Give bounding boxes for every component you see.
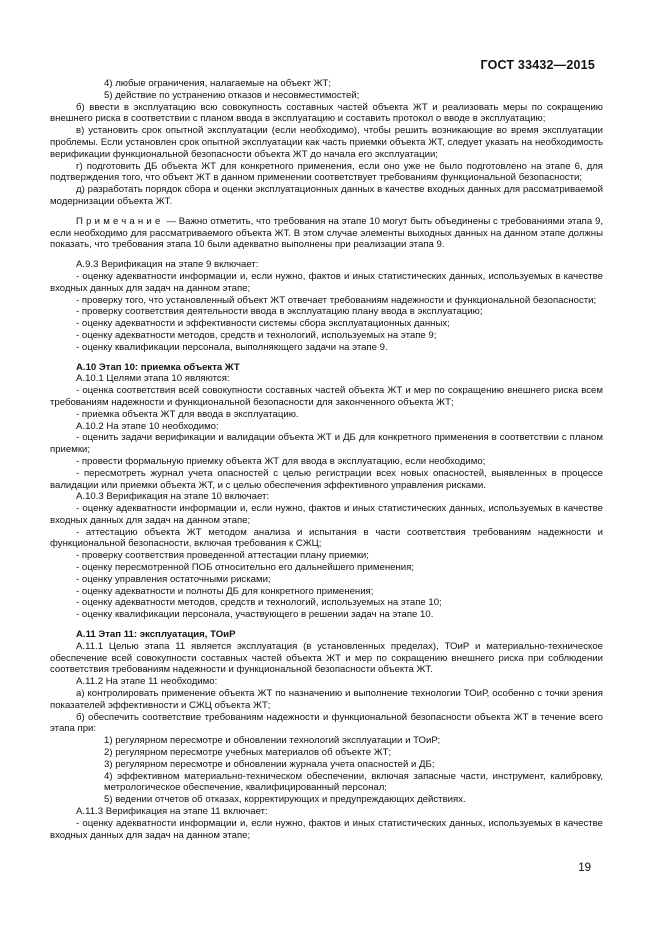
paragraph: А.11.3 Верификация на этапе 11 включает: <box>76 806 268 818</box>
paragraph: А.11.2 На этапе 11 необходимо: <box>76 676 218 688</box>
section-heading: А.11 Этап 11: эксплуатация, ТОиР <box>76 629 236 641</box>
list-item: - оценку квалификации персонала, выполняющего задачи на этапе 9. <box>76 341 388 353</box>
page-number: 19 <box>578 862 591 874</box>
paragraph: в) установить срок опытной эксплуатации (если необходимо), чтобы решить возникающие во время эксплуатации проблемы. Если установлен срок опытной эксплуатации как часть приемки объекта ЖТ, следует указать на необходимость верификации функциональной безопасности объекта ЖТ до начала его эксплуатации; <box>50 125 603 160</box>
list-item: - пересмотреть журнал учета опасностей с целью регистрации всех новых опасностей, выявленных в процессе валидации или приемки объекта ЖТ, и с целью обеспечения эффективного управления рисками. <box>50 467 603 491</box>
note-label: Примечание <box>76 215 164 227</box>
list-item: - проверку соответствия проведенной аттестации плану приемки; <box>76 550 369 562</box>
paragraph: А.9.3 Верификация на этапе 9 включает: <box>76 259 259 271</box>
list-item: 1) регулярном пересмотре и обновлении технологий эксплуатации и ТОиР; <box>104 735 441 747</box>
list-item: 5) ведении отчетов об отказах, корректирующих и предупреждающих действиях. <box>104 794 466 806</box>
list-item: б) обеспечить соответствие требованиям надежности и функциональной безопасности объекта ЖТ в течение всего этапа при: <box>50 711 603 735</box>
paragraph: А.10.2 На этапе 10 необходимо: <box>76 420 219 432</box>
list-item: - провести формальную приемку объекта ЖТ для ввода в эксплуатацию, если необходимо; <box>76 455 486 467</box>
list-item: - оценку адекватности и полноты ДБ для конкретного применения; <box>76 585 374 597</box>
list-item: - оценку адекватности информации и, если нужно, фактов и иных статистических данных, используемых в качестве входных данных для задач на данном этапе; <box>50 503 603 526</box>
standard-number: ГОСТ 33432—2015 <box>480 58 595 72</box>
list-item: - оценку адекватности методов, средств и технологий, используемых на этапе 10; <box>76 597 442 609</box>
list-item: 3) регулярном пересмотре и обновлении журнала учета опасностей и ДБ; <box>104 758 435 770</box>
list-item: - оценку адекватности информации и, если нужно, фактов и иных статистических данных, используемых в качестве входных данных для задач на данном этапе; <box>50 270 603 294</box>
list-item: - проверку того, что установленный объект ЖТ отвечает требованиям надежности и функциональной безопасности; <box>76 294 597 306</box>
list-item: - оценить задачи верификации и валидации объекта ЖТ и ДБ для конкретного применения в соответствии с планом приемки; <box>50 432 603 456</box>
paragraph: А.10.1 Целями этапа 10 являются: <box>76 373 230 385</box>
list-item: - оценку управления остаточными рисками; <box>76 573 271 585</box>
list-item: 4) любые ограничения, налагаемые на объект ЖТ; <box>104 78 332 89</box>
document-body <box>50 78 603 841</box>
list-item: 5) действие по устранению отказов и несовместимостей; <box>104 89 360 101</box>
note-text: — Важно отметить, что требования на этапе 10 могут быть объединены с требованиями этапа 9, если необходимо для рассматриваемого объекта ЖТ. В этом случае элементы выходных данных на данном этапе должны показать, что требования этапа 10 были адекватно выполнены при реализации этапа 9. <box>50 215 603 251</box>
paragraph: А.10.3 Верификация на этапе 10 включает: <box>76 491 270 503</box>
list-item: - оценку квалификации персонала, участвующего в решении задач на этапе 10. <box>76 609 434 621</box>
list-item: - проверку соответствия деятельности ввода в эксплуатацию плану ввода в эксплуатацию; <box>76 306 483 318</box>
note <box>50 216 603 251</box>
list-item: - аттестацию объекта ЖТ методом анализа и испытания в части соответствия требованиям надежности и функциональной безопасности, включая требования к СЖЦ; <box>50 526 603 550</box>
list-item: - оценку адекватности информации и, если нужно, фактов и иных статистических данных, используемых в качестве входных данных для задач на данном этапе; <box>50 817 603 841</box>
list-item: а) контролировать применение объекта ЖТ по назначению и выполнение технологии ТОиР, особенно с точки зрения показателей эффективности и СЖЦ объекта ЖТ; <box>50 688 603 711</box>
list-item: 2) регулярном пересмотре учебных материалов об объекте ЖТ; <box>104 747 392 759</box>
list-item: - приемка объекта ЖТ для ввода в эксплуатацию. <box>76 408 299 420</box>
list-item: - оценку адекватности методов, средств и технологий, используемых на этапе 9; <box>76 329 437 341</box>
section-heading: А.10 Этап 10: приемка объекта ЖТ <box>76 361 240 373</box>
paragraph: г) подготовить ДБ объекта ЖТ для конкретного применения, если оно уже не было подготовлено на этапе 6, для подтверждения того, что объект ЖТ в данном применении соответствует требованиям функциональной безопасности; <box>50 160 603 184</box>
list-item: - оценку адекватности и эффективности системы сбора эксплуатационных данных; <box>76 318 450 330</box>
list-item: - оценка соответствия всей совокупности составных частей объекта ЖТ и мер по сокращению внешнего риска всем требованиям надежности и функциональной безопасности для законченного объекта ЖТ; <box>50 385 603 408</box>
list-item: - оценку пересмотренной ПОБ относительно его дальнейшего применения; <box>76 562 414 574</box>
list-item: 4) эффективном материально-техническом обеспечении, включая запасные части, инструмент, калибровку, метрологическое обеспечение, квалифицированный персонал; <box>104 770 603 794</box>
paragraph: б) ввести в эксплуатацию всю совокупность составных частей объекта ЖТ и реализовать меры по сокращению внешнего риска в соответствии с планом ввода в эксплуатацию и составить протокол о вводе в эксплуатацию; <box>50 101 603 125</box>
paragraph: А.11.1 Целью этапа 11 является эксплуатация (в установленных пределах), ТОиР и материально-техническое обеспечение всей совокупности составных частей объекта ЖТ и мер по сокращению внешнего риска при соблюдении соответствия требованиям надежности и функциональной безопасности объекта ЖТ. <box>50 640 603 676</box>
paragraph: д) разработать порядок сбора и оценки эксплуатационных данных в качестве входных данных для рассматриваемой модернизации объекта ЖТ. <box>50 184 603 207</box>
